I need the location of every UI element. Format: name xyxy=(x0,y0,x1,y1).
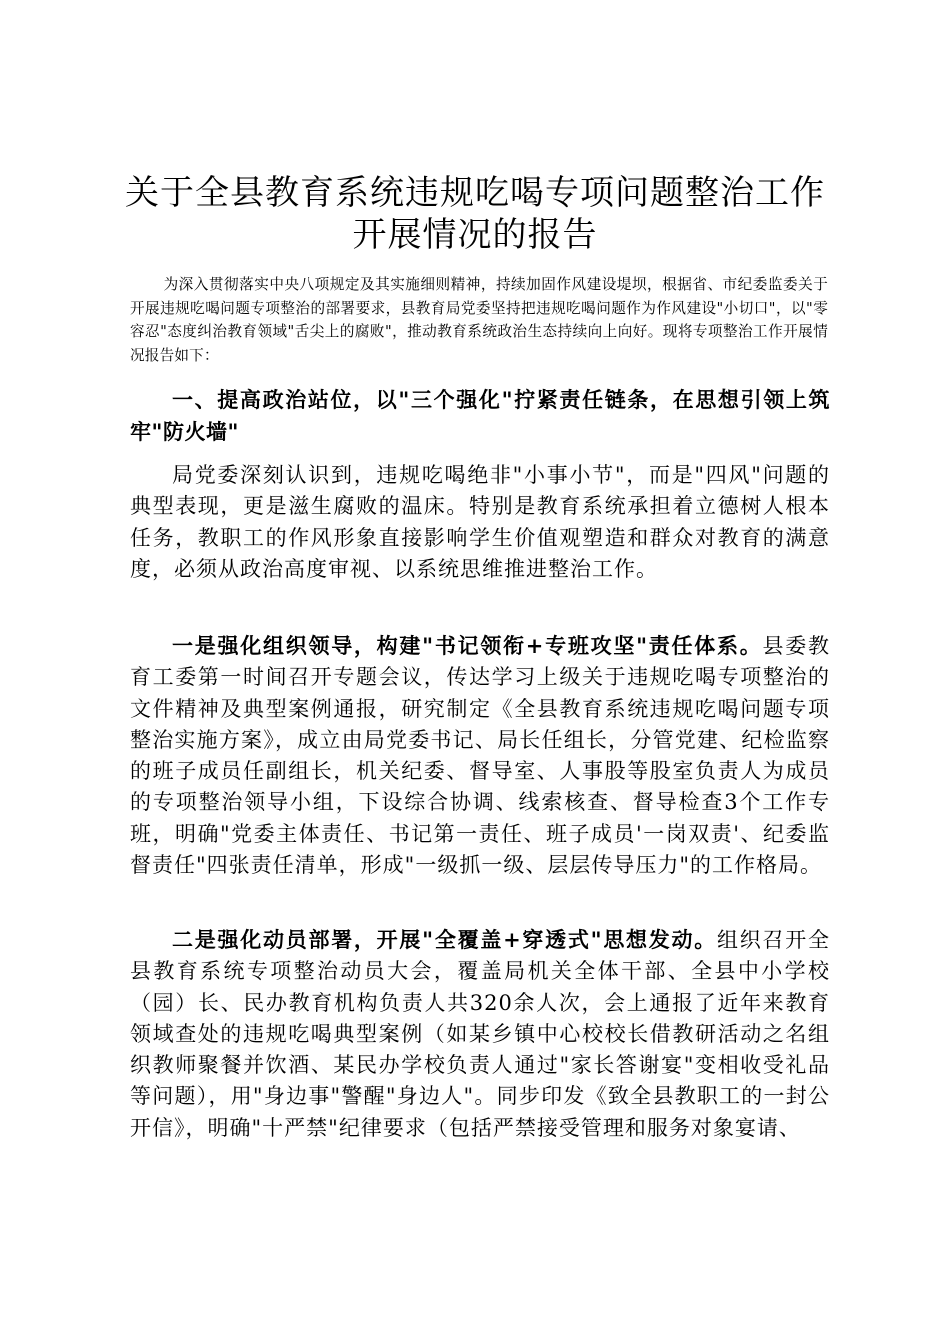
section-1-paragraph-2 xyxy=(130,630,830,881)
paragraph-2-body: 县委教育工委第一时间召开专题会议，传达学习上级关于违规吃喝专项整治的文件精神及典型案例通报，研究制定《全县教育系统违规吃喝问题专项整治实施方案》，成立由局党委书记、局长任组长，分管党建、纪检监察的班子成员任副组长，机关纪委、督导室、人事股等股室负责人为成员的专项整治领导小组，下设综合协调、线索核查、督导检查3个工作专班，明确"党委主体责任、书记第一责任、班子成员'一岗双责'、纪委监督责任"四张责任清单，形成"一级抓一级、层层传导压力"的工作格局。 xyxy=(130,634,830,878)
paragraph-3-body: 组织召开全县教育系统专项整治动员大会，覆盖局机关全体干部、全县中小学校（园）长、民办教育机构负责人共320余人次，会上通报了近年来教育领域查处的违规吃喝典型案例（如某乡镇中心校校长借教研活动之名组织教师聚餐并饮酒、某民办学校负责人通过"家长答谢宴"变相收受礼品等问题），用"身边事"警醒"身边人"。同步印发《致全县教职工的一封公开信》，明确"十严禁"纪律要求（包括严禁接受管理和服务对象宴请、 xyxy=(130,928,830,1140)
section-1-heading: 一、提高政治站位，以"三个强化"拧紧责任链条，在思想引领上筑牢"防火墙" xyxy=(130,387,830,444)
document-title-line-1: 关于全县教育系统违规吃喝专项问题整治工作 xyxy=(125,173,825,213)
paragraph-3-lead-sentence: 二是强化动员部署，开展"全覆盖+穿透式"思想发动。 xyxy=(172,927,718,952)
document-title-line-2: 开展情况的报告 xyxy=(352,215,598,255)
paragraph-2-lead-sentence: 一是强化组织领导，构建"书记领衔+专班攻坚"责任体系。 xyxy=(172,633,763,658)
intro-paragraph: 为深入贯彻落实中央八项规定及其实施细则精神，持续加固作风建设堤坝，根据省、市纪委监委关于开展违规吃喝问题专项整治的部署要求，县教育局党委坚持把违规吃喝问题作为作风建设"小切口"，以"零容忍"态度纠治教育领域"舌尖上的腐败"，推动教育系统政治生态持续向上向好。现将专项整治工作开展情况报告如下： xyxy=(130,276,828,364)
section-1-paragraph-1: 局党委深刻认识到，违规吃喝绝非"小事小节"，而是"四风"问题的典型表现，更是滋生腐败的温床。特别是教育系统承担着立德树人根本任务，教职工的作风形象直接影响学生价值观塑造和群众对教育的满意度，必须从政治高度审视、以系统思维推进整治工作。 xyxy=(130,463,830,581)
section-1-paragraph-3 xyxy=(130,924,830,1144)
